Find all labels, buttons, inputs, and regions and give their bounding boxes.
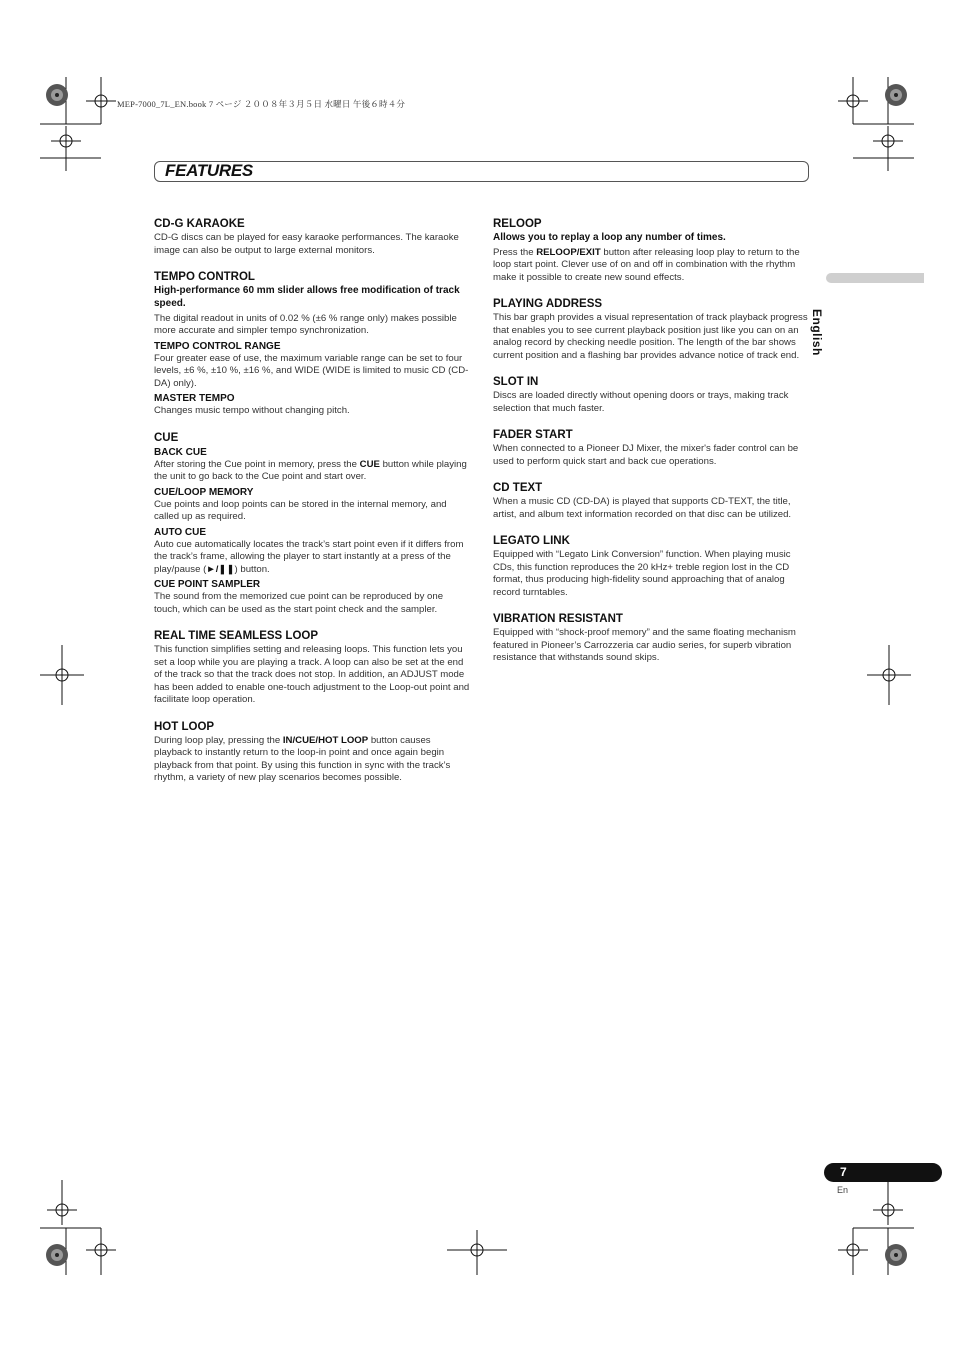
section-heading: TEMPO CONTROL [154, 271, 255, 283]
section-body: Equipped with “shock-proof memory” and the same floating mechanism featured in Pioneer’s Carrozzeria car audio series, for superb vibration resistance that withstands sound skips. [493, 627, 796, 664]
section-cdg-karaoke [154, 218, 471, 257]
section-tempo-control [154, 271, 471, 418]
section-body: Discs are loaded directly without opening doors or trays, making track selection that much faster. [493, 390, 789, 414]
subsection-body: The sound from the memorized cue point can be reproduced by one touch, which can be used as the start point check and the sampler. [154, 591, 444, 615]
section-playing-address [493, 298, 810, 362]
section-body: When a music CD (CD-DA) is played that supports CD-TEXT, the title, artist, and album text information recorded on that disc can be utilized. [493, 496, 792, 520]
section-body: CD-G discs can be played for easy karaoke performances. The karaoke image can also be output to large external monitors. [154, 232, 459, 256]
section-heading: PLAYING ADDRESS [493, 298, 603, 311]
subsection-body: Four greater ease of use, the maximum variable range can be set to four levels, ±6 %, ±10 %, ±16 %, and WIDE (WIDE is limited to music CD (CD-DA) only). [154, 352, 469, 389]
section-heading: SLOT IN [493, 376, 539, 389]
section-body: The digital readout in units of 0.02 % (±6 % range only) makes possible more accurate and simpler tempo synchronization. [154, 312, 457, 337]
section-lead: Allows you to replay a loop any number of times. [493, 232, 726, 243]
print-header: MEP-7000_7L_EN.book 7 ページ ２００８年３月５日 水曜日 午後６時４分 [117, 99, 406, 109]
page-title: FEATURES [165, 161, 253, 180]
section-cue [154, 432, 471, 617]
subsection-heading: CUE POINT SAMPLER [154, 579, 261, 591]
section-body: During loop play, pressing the IN/CUE/HOT LOOP button causes playback to instantly return to the loop-in point and once again begin playback from that point. By using this function in sync with the track’s rhythm, a variety of new play scenarios becomes possible. [154, 734, 451, 784]
section-slot-in [493, 376, 810, 415]
section-body: When connected to a Pioneer DJ Mixer, the mixer's fader control can be used to perform quick start and back cue operations. [493, 443, 799, 467]
section-reloop [493, 218, 810, 284]
section-fader-start [493, 429, 810, 468]
subsection-body: After storing the Cue point in memory, press the CUE button while playing the unit to go back to the Cue point and start over. [154, 458, 467, 483]
section-heading: CUE [154, 431, 179, 444]
section-heading: CD TEXT [493, 482, 543, 495]
section-seamless-loop [154, 630, 471, 707]
language-tab [826, 273, 924, 283]
right-column [493, 218, 810, 679]
section-heading: CD-G KARAOKE [154, 218, 245, 230]
subsection-body: Auto cue automatically locates the track’s start point even if it differs from the track’s frame, allowing the player to start instantly at a press of the play/pause (►/❚❚) button. [154, 538, 464, 575]
section-body: This bar graph provides a visual representation of track playback progress that enables you to see current playback position just like you can on an analog record by checking needle position. The length of the bar shows current position and a flashing bar provides advance notice of track end. [493, 312, 808, 361]
subsection-heading: BACK CUE [154, 446, 207, 458]
section-heading: VIBRATION RESISTANT [493, 613, 623, 626]
section-heading: LEGATO LINK [493, 535, 570, 548]
section-hot-loop [154, 721, 471, 785]
section-vibration-resistant [493, 613, 810, 665]
language-label: English [810, 309, 824, 356]
section-heading: HOT LOOP [154, 720, 215, 733]
subsection-heading: MASTER TEMPO [154, 393, 235, 405]
title-bar [154, 161, 809, 182]
section-legato-link [493, 535, 810, 599]
subsection-heading: CUE/LOOP MEMORY [154, 486, 254, 498]
page-number-badge [824, 1163, 942, 1182]
section-body: Press the RELOOP/EXIT button after releasing loop play to return to the loop start point. Clever use of on and off in combination with the rhythm make it possible to create new sound effects. [493, 246, 800, 283]
section-cd-text [493, 482, 810, 521]
subsection-heading: TEMPO CONTROL RANGE [154, 340, 281, 352]
subsection-heading: AUTO CUE [154, 526, 207, 538]
section-heading: RELOOP [493, 218, 542, 230]
page-number: 7 [840, 1165, 847, 1179]
section-heading: REAL TIME SEAMLESS LOOP [154, 630, 318, 643]
section-body: Equipped with “Legato Link Conversion” function. When playing music CDs, this function reproduces the 20 kHz+ treble region lost in the CD format, thus producing high-fidelity sound approaching that of analog record turntables. [493, 549, 791, 598]
section-lead: High-performance 60 mm slider allows free modification of track speed. [154, 285, 460, 309]
subsection-body: Cue points and loop points can be stored in the internal memory, and called up as required. [154, 498, 447, 523]
language-code: En [837, 1185, 849, 1195]
left-column [154, 218, 471, 799]
section-body: This function simplifies setting and releasing loops. This function lets you set a loop while you are playing a track. A loop can also be set at the end of the track so that the track does not stop. In addition, an ADJUST mode has been added to enable one-touch adjustment to the Loop-out point and facilitate loop operation. [154, 644, 470, 706]
play-pause-icon: ►/❚❚ [206, 563, 235, 575]
section-heading: FADER START [493, 429, 573, 442]
subsection-body: Changes music tempo without changing pitch. [154, 405, 350, 417]
